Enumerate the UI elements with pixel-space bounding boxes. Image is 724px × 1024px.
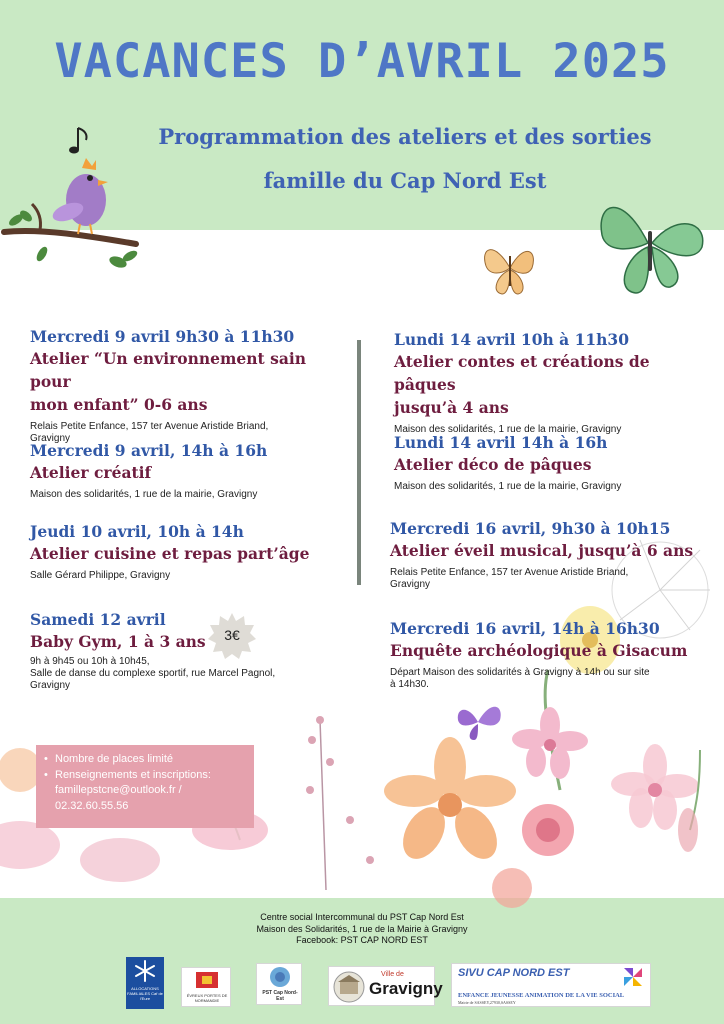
- event-place: Maison des solidarités, 1 rue de la mairie, Gravigny: [394, 424, 622, 435]
- gravigny-logo: [328, 966, 443, 1006]
- info-item-places: • Nombre de places limité: [44, 752, 246, 768]
- contact-email[interactable]: famillepstcne@outlook.fr /: [55, 784, 182, 796]
- sivu-address: Mairie de SASSEY,27930,SASSEY: [458, 1000, 516, 1005]
- column-divider: [357, 340, 361, 585]
- gravigny-ville-label: Ville de: [381, 971, 404, 978]
- subtitle-line-1: Programmation des ateliers et des sorties: [158, 124, 652, 149]
- price-badge: [208, 612, 256, 660]
- event-date: Mercredi 16 avril, 14h à 16h30: [390, 619, 660, 638]
- butterfly-green-illustration: [592, 195, 710, 297]
- event-title: Enquête archéologique à Gisacum: [390, 641, 688, 660]
- footer-contact: [0, 912, 724, 947]
- event-right-4: [390, 619, 710, 691]
- event-title: Atelier éveil musical, jusqu’à 6 ans: [390, 541, 694, 560]
- snowflake-icon: [126, 957, 164, 985]
- event-left-2: [30, 441, 350, 501]
- event-right-2: [394, 433, 714, 493]
- footer-line-3: Facebook: PST CAP NORD EST: [296, 935, 428, 945]
- event-title: Atelier déco de pâques: [394, 455, 592, 474]
- info-item-contact: • Renseignements et inscriptions:: [44, 768, 246, 784]
- event-place: Relais Petite Enfance, 157 ter Avenue Aristide Briand, Gravigny: [390, 567, 629, 590]
- page-title: VACANCES D’AVRIL 2025: [54, 34, 670, 89]
- event-date: Mercredi 9 avril, 14h à 16h: [30, 441, 268, 460]
- event-place: Salle Gérard Philippe, Gravigny: [30, 570, 171, 581]
- sivu-subtitle: ENFANCE JEUNESSE ANIMATION DE LA VIE SOCIAL: [458, 992, 625, 999]
- event-left-1: [30, 327, 350, 445]
- event-place: Départ Maison des solidarités à Gravigny à 14h ou sur site à 14h30.: [390, 667, 650, 690]
- contact-phone[interactable]: 02.32.60.55.56: [55, 799, 129, 812]
- event-title: Baby Gym, 1 à 3 ans: [30, 632, 206, 651]
- bird-on-branch-illustration: [0, 120, 150, 280]
- town-emblem-icon: [332, 970, 368, 1004]
- gravigny-name: Gravigny: [369, 979, 443, 998]
- event-date: Mercredi 9 avril 9h30 à 11h30: [30, 327, 295, 346]
- event-title: Atelier “Un environnement sain pour mon enfant” 0-6 ans: [30, 349, 307, 414]
- evreux-logo: [181, 967, 231, 1007]
- event-left-3: [30, 522, 350, 582]
- pst-emblem-icon: [257, 964, 303, 990]
- price-label: 3€: [224, 627, 240, 643]
- event-place: 9h à 9h45 ou 10h à 10h45, Salle de danse du complexe sportif, rue Marcel Pagnol, Gravigny: [30, 656, 276, 691]
- event-place: Maison des solidarités, 1 rue de la mairie, Gravigny: [30, 489, 258, 500]
- event-title: Atelier créatif: [30, 463, 152, 482]
- pinwheel-icon: [622, 966, 644, 988]
- caf-logo: [126, 957, 164, 1009]
- sivu-logo: [451, 963, 651, 1007]
- caf-logo-text: ALLOCATIONS FAMILIALES Caf de l’Eure: [127, 986, 163, 1001]
- event-title: Atelier contes et créations de pâques jusqu’à 4 ans: [394, 352, 650, 417]
- pst-logo-text: PST Cap Nord-Est: [262, 990, 298, 1002]
- event-date: Mercredi 16 avril, 9h30 à 10h15: [390, 519, 671, 538]
- event-date: Jeudi 10 avril, 10h à 14h: [30, 522, 244, 541]
- sivu-name: SIVU CAP NORD EST: [458, 967, 570, 979]
- event-date: Lundi 14 avril 10h à 11h30: [394, 330, 629, 349]
- info-box: [36, 745, 254, 828]
- event-place: Relais Petite Enfance, 157 ter Avenue Aristide Briand, Gravigny: [30, 421, 269, 444]
- event-right-1: [394, 330, 714, 436]
- pst-logo: [256, 963, 302, 1005]
- subtitle-line-2: famille du Cap Nord Est: [263, 168, 547, 193]
- event-date: Lundi 14 avril 14h à 16h: [394, 433, 608, 452]
- evreux-emblem-icon: [182, 968, 232, 992]
- footer-line-1: Centre social Intercommunal du PST Cap Nord Est: [260, 912, 464, 922]
- event-left-4: [30, 610, 350, 692]
- butterfly-orange-illustration: [480, 240, 540, 298]
- event-title: Atelier cuisine et repas part’âge: [30, 544, 310, 563]
- event-place: Maison des solidarités, 1 rue de la mairie, Gravigny: [394, 481, 622, 492]
- event-date: Samedi 12 avril: [30, 610, 166, 629]
- evreux-logo-text: ÉVREUX PORTES DE NORMANDIE: [186, 993, 228, 1003]
- footer-line-2: Maison des Solidarités, 1 rue de la Mairie à Gravigny: [256, 923, 468, 934]
- event-right-3: [390, 519, 710, 591]
